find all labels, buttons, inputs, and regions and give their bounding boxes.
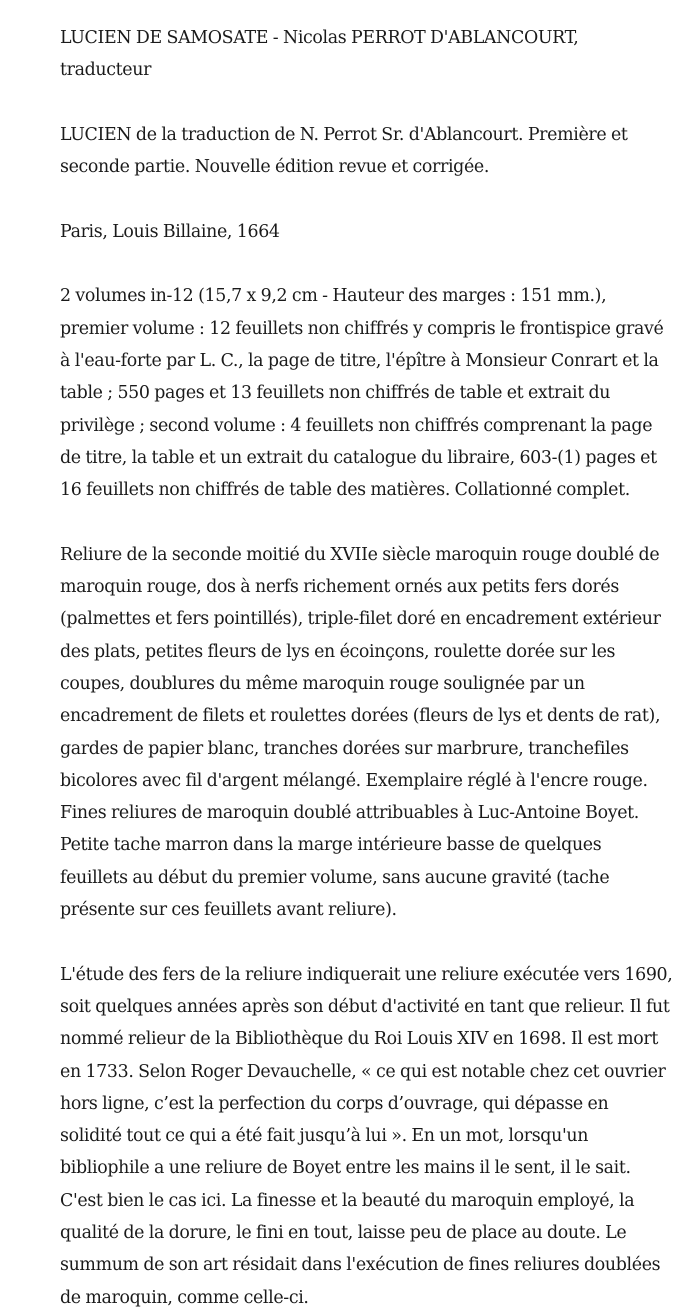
collation-paragraph: 2 volumes in-12 (15,7 x 9,2 cm - Hauteur des marges : 151 mm.), premier volume : 12 feuillets non chiffrés y compris le frontispice gravé à l'eau-forte par L. C., la page de titre, l'épître à Monsieur Conrart et la table ; 550 pages et 13 feuillets non chiffrés de table et extrait du privilège ; second volume : 4 feuillets non chiffrés comprenant la page de titre, la table et un extrait du catalogue du libraire, 603-(1) pages et 16 feuillets non chiffrés de table des matières. Collationné complet. [60, 286, 664, 501]
binder-history-paragraph: L'étude des fers de la reliure indiquerait une reliure exécutée vers 1690, soit quelques années après son début d'activité en tant que relieur. Il fut nommé relieur de la Bibliothèque du Roi Louis XIV en 1698. Il est mort en 1733. Selon Roger Devauchelle, « ce qui est notable chez cet ouvrier hors ligne, c’est la perfection du corps d’ouvrage, qui dépasse en solidité tout ce qui a été fait jusqu’à lui ». En un mot, lorsqu'un bibliophile a une reliure de Boyet entre les mains il le sent, il le sait. C'est bien le cas ici. La finesse et la beauté du maroquin employé, la qualité de la dorure, le fini en tout, laisse peu de place au doute. Le summum de son art résidait dans l'exécution de fines reliures doublées de maroquin, comme celle-ci. [60, 964, 673, 1308]
book-title-paragraph: LUCIEN de la traduction de N. Perrot Sr. d'Ablancourt. Première et seconde partie. Nouvelle édition revue et corrigée. [60, 124, 628, 178]
publication-info-paragraph: Paris, Louis Billaine, 1664 [60, 221, 280, 242]
binding-description-paragraph: Reliure de la seconde moitié du XVIIe siècle maroquin rouge doublé de maroquin rouge, dos à nerfs richement ornés aux petits fers dorés (palmettes et fers pointillés), triple-filet doré en encadrement extérieur des plats, petites fleurs de lys en écoinçons, roulette dorée sur les coupes, doublures du même maroquin rouge soulignée par un encadrement de filets et roulettes dorées (fleurs de lys et dents de rat), gardes de papier blanc, tranches dorées sur marbrure, tranchefiles bicolores avec fil d'argent mélangé. Exemplaire réglé à l'encre rouge. Fines reliures de maroquin doublé attribuables à Luc-Antoine Boyet. Petite tache marron dans la marge intérieure basse de quelques feuillets au début du premier volume, sans aucune gravité (tache présente sur ces feuillets avant reliure). [60, 544, 661, 921]
book-author-heading: LUCIEN DE SAMOSATE - Nicolas PERROT D'ABLANCOURT, traducteur [60, 28, 579, 81]
